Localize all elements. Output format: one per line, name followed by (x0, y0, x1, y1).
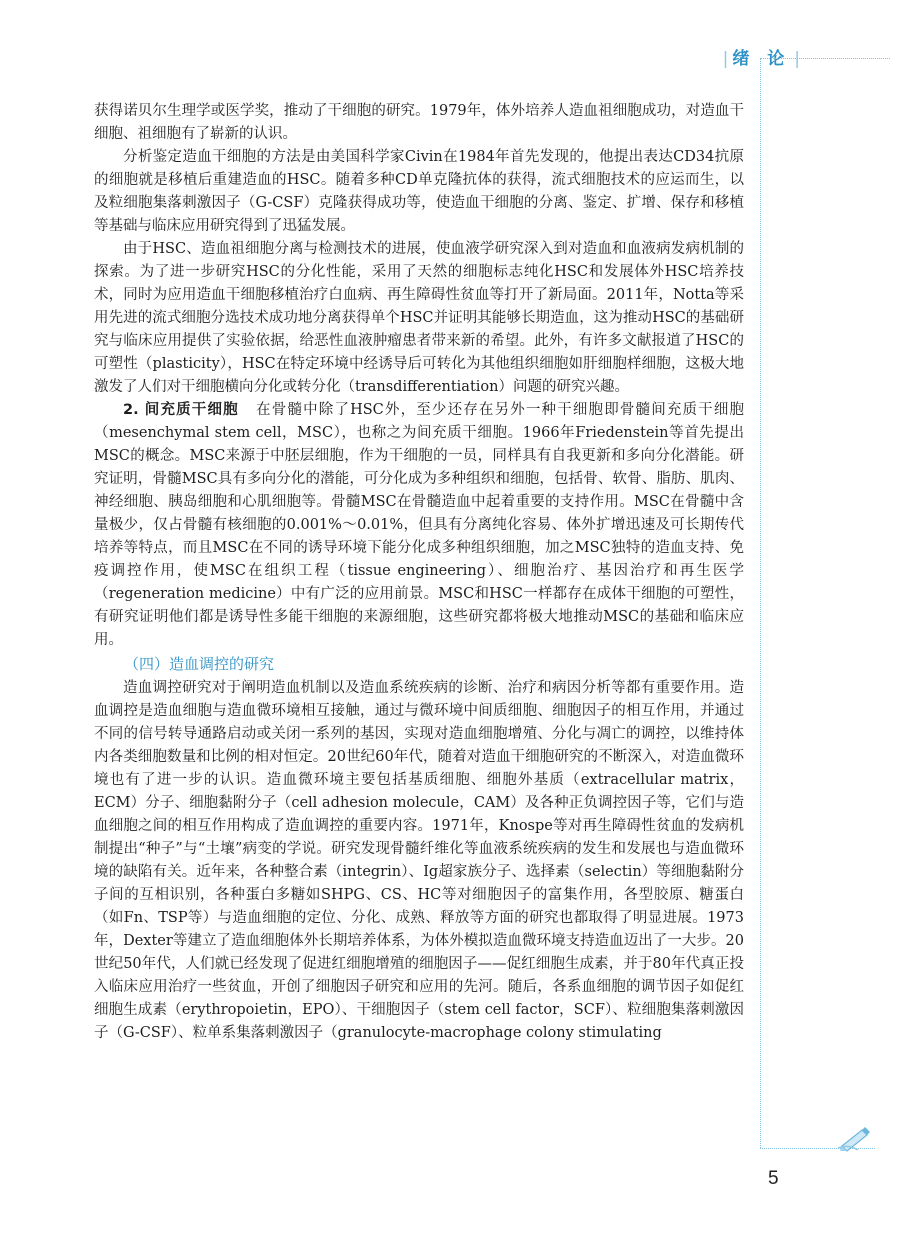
margin-border-top (760, 58, 890, 59)
section-label: 绪 论 (732, 49, 791, 69)
pencil-icon (838, 1124, 872, 1152)
paragraph-4 (94, 399, 744, 652)
paragraph-5: 造血调控研究对于阐明造血机制以及造血系统疾病的诊断、治疗和病因分析等都有重要作用。造血调控是造血细胞与造血微环境相互接触，通过与微环境中间质细胞、细胞因子的相互作用，并通过不同的信号转导通路启动或关闭一系列的基因，实现对造血细胞增殖、分化与凋亡的调控，以维持体内各类细胞数量和比例的相对恒定。20世纪60年代，随着对造血干细胞研究的不断深入，对造血微环境也有了进一步的认识。造血微环境主要包括基质细胞、细胞外基质（extracellular matrix，ECM）分子、细胞黏附分子（cell adhesion molecule，CAM）及各种正负调控因子等，它们与造血细胞之间的相互作用构成了造血调控的重要内容。1971年，Knospe等对再生障碍性贫血的发病机制提出“种子”与“土壤”病变的学说。研究发现骨髓纤维化等血液系统疾病的发生和发展也与造血微环境的缺陷有关。近年来，各种整合素（integrin）、Ig超家族分子、选择素（selectin）等细胞黏附分子间的互相识别，各种蛋白多糖如SHPG、CS、HC等对细胞因子的富集作用，各型胶原、糖蛋白（如Fn、TSP等）与造血细胞的定位、分化、成熟、释放等方面的研究也都取得了明显进展。1973年，Dexter等建立了造血细胞体外长期培养体系，为体外模拟造血微环境支持造血迈出了一大步。20世纪50年代，人们就已经发现了促进红细胞增殖的细胞因子——促红细胞生成素，并于80年代真正投入临床应用治疗一些贫血，开创了细胞因子研究和应用的先河。随后，各系血细胞的调节因子如促红细胞生成素（erythropoietin，EPO）、干细胞因子（stem cell factor，SCF）、粒细胞集落刺激因子（G-CSF）、粒单系集落刺激因子（granulocyte-macrophage colony stimulating (94, 680, 744, 1041)
page-number: 5 (768, 1168, 779, 1189)
section-header-tag: | 绪 论 | (722, 49, 800, 69)
paragraph-4-body: 在骨髓中除了HSC外，至少还存在另外一种干细胞即骨髓间充质干细胞（mesenchymal stem cell，MSC），也称之为间充质干细胞。1966年Friedenstein等首先提出MSC的概念。MSC来源于中胚层细胞，作为干细胞的一员，同样具有自我更新和多向分化潜能。研究证明，骨髓MSC具有多向分化的潜能，可分化成为多种组织和细胞，包括骨、软骨、脂肪、肌肉、神经细胞、胰岛细胞和心肌细胞等。骨髓MSC在骨髓造血中起着重要的支持作用。MSC在骨髓中含量极少，仅占骨髓有核细胞的0.001%～0.01%，但具有分离纯化容易、体外扩增迅速及可长期传代培养等特点，而且MSC在不同的诱导环境下能分化成多种组织细胞，加之MSC独特的造血支持、免疫调控作用，使MSC在组织工程（tissue engineering）、细胞治疗、基因治疗和再生医学（regeneration medicine）中有广泛的应用前景。MSC和HSC一样都存在成体干细胞的可塑性，有研究证明他们都是诱导性多能干细胞的来源细胞，这些研究都将极大地推动MSC的基础和临床应用。 (94, 402, 745, 648)
subsection-title-msc: 2. 间充质干细胞 (123, 402, 239, 418)
section-heading: （四）造血调控的研究 (124, 655, 275, 673)
paragraph-2: 分析鉴定造血干细胞的方法是由美国科学家Civin在1984年首先发现的，他提出表达CD34抗原的细胞就是移植后重建造血的HSC。随着多种CD单克隆抗体的获得，流式细胞技术的应运而生，以及粒细胞集落刺激因子（G-CSF）克隆获得成功等，使造血干细胞的分离、鉴定、扩增、保存和移植等基础与临床应用研究得到了迅猛发展。 (94, 149, 744, 234)
paragraph-1: 获得诺贝尔生理学或医学奖，推动了干细胞的研究。1979年，体外培养人造血祖细胞成功，对造血干细胞、祖细胞有了崭新的认识。 (94, 103, 744, 142)
paragraph-3: 由于HSC、造血祖细胞分离与检测技术的进展，使血液学研究深入到对造血和血液病发病机制的探索。为了进一步研究HSC的分化性能，采用了天然的细胞标志纯化HSC和发展体外HSC培养技术，同时为应用造血干细胞移植治疗白血病、再生障碍性贫血等打开了新局面。2011年，Notta等采用先进的流式细胞分选技术成功地分离获得单个HSC并证明其能够长期造血，这为推动HSC的基础研究与临床应用提供了实验依据，给恶性血液肿瘤患者带来新的希望。此外，有许多文献报道了HSC的可塑性（plasticity），HSC在特定环境中经诱导后可转化为其他组织细胞如肝细胞样细胞，这极大地激发了人们对干细胞横向分化或转分化（transdifferentiation）问题的研究兴趣。 (94, 241, 744, 395)
body-text (94, 100, 744, 1045)
margin-border (760, 58, 761, 1148)
